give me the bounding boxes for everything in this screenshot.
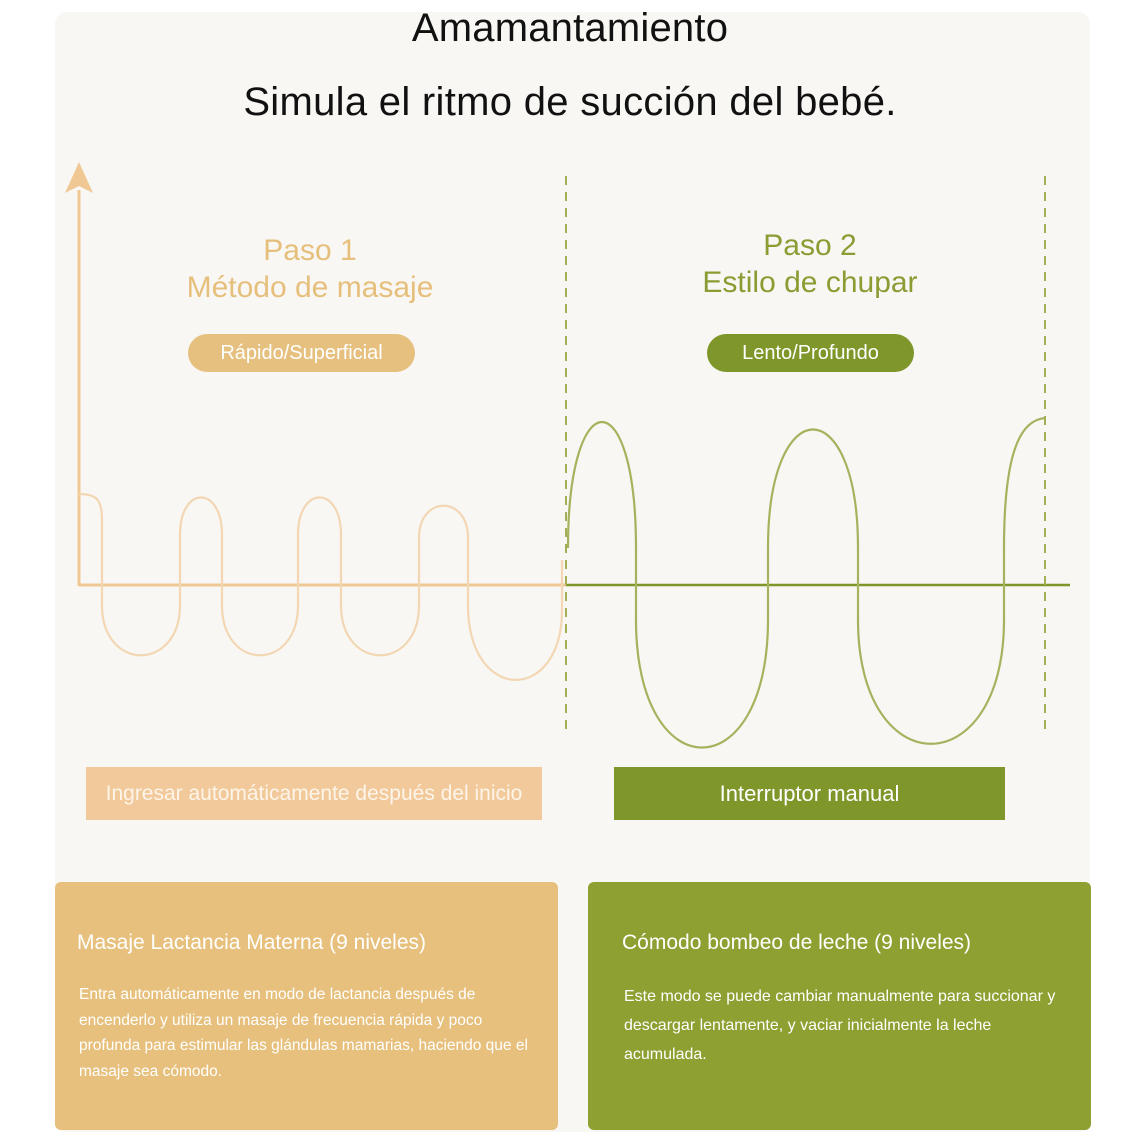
step2-switch-label: Interruptor manual [614,767,1005,820]
step1-card-title: Masaje Lactancia Materna (9 niveles) [77,931,427,954]
wave-slow-deep [568,418,1045,748]
step1-heading [150,232,470,306]
step1-number: Paso 1 [263,234,357,267]
step2-info-card [588,882,1091,1130]
page-title: Amamantamiento [411,6,729,50]
step2-number: Paso 2 [763,229,857,262]
step2-card-text: Este modo se puede cambiar manualmente para succionar y descargar lentamente, y vaciar inicialmente la leche acumulada. [624,988,1056,1063]
step2-name: Estilo de chupar [702,266,918,299]
step2-card-title: Cómodo bombeo de leche (9 niveles) [622,931,972,954]
y-axis-arrow-icon [65,162,93,193]
step2-mode-badge: Lento/Profundo [707,334,914,372]
step1-mode-badge: Rápido/Superficial [188,334,415,372]
step1-card-text: Entra automáticamente en modo de lactancia después de encenderlo y utiliza un masaje de frecuencia rápida y poco profunda para estimular las glándulas mamarias, haciendo que el masaje sea cómodo. [79,986,528,1080]
step1-switch-label: Ingresar automáticamente después del inicio [86,767,542,820]
page-subtitle: Simula el ritmo de succión del bebé. [243,80,897,124]
wave-fast-shallow [79,494,562,680]
step2-heading [650,227,970,301]
step1-info-card [55,882,558,1130]
step1-name: Método de masaje [186,271,434,304]
